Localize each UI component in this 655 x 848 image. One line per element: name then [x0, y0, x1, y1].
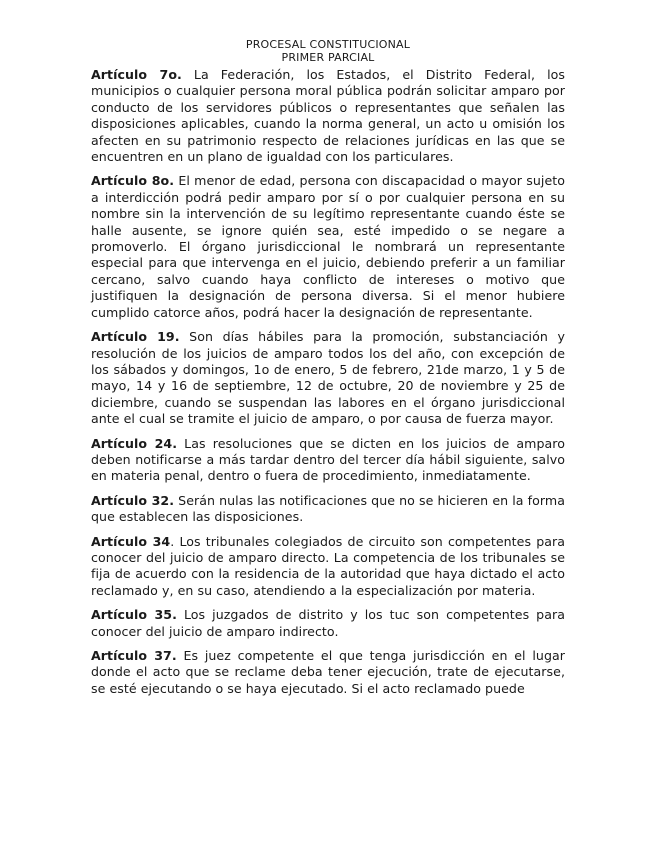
article-label: Artículo 8o.	[91, 173, 175, 189]
article-label: Artículo 35.	[91, 607, 177, 623]
article-8	[91, 173, 565, 321]
header-title: PROCESAL CONSTITUCIONAL	[245, 38, 411, 51]
document-header	[91, 38, 565, 64]
article-text: La Federación, los Estados, el Distrito Federal, los municipios o cualquier persona moral pública podrán solicitar amparo por conducto de los servidores públicos o representantes que señalen las disposiciones aplicables, cuando la norma general, un acto u omisión los afecten en su patrimonio respecto de relaciones jurídicas en las que se encuentren en un plano de igualdad con los particulares.	[91, 67, 565, 165]
article-37	[91, 648, 565, 697]
article-label: Artículo 24.	[91, 435, 178, 451]
article-32	[91, 493, 565, 526]
article-text: . Los tribunales colegiados de circuito son competentes para conocer del juicio de amparo directo. La competencia de los tribunales se fija de acuerdo con la residencia de la autoridad que haya dictado el acto reclamado y, en su caso, atendiendo a la especialización por materia.	[91, 533, 566, 598]
article-text: Son días hábiles para la promoción, substanciación y resolución de los juicios de amparo todos los del año, con excepción de los sábados y domingos, 1o de enero, 5 de febrero, 21de marzo, 1 y 5 de mayo, 14 y 16 de septiembre, 12 de octubre, 20 de noviembre y 25 de diciembre, cuando se suspendan las labores en el órgano jurisdiccional ante el cual se tramite el juicio de amparo, o por causa de fuerza mayor.	[91, 329, 565, 427]
article-label: Artículo 32.	[91, 492, 175, 508]
article-19	[91, 329, 565, 427]
article-label: Artículo 37.	[91, 648, 177, 663]
header-subtitle: PRIMER PARCIAL	[281, 51, 375, 64]
article-text: Los juzgados de distrito y los tuc son competentes para conocer del juicio de amparo indirecto.	[91, 607, 565, 639]
article-34	[91, 534, 565, 600]
article-label: Artículo 34	[91, 533, 171, 549]
article-7	[91, 67, 565, 165]
article-35	[91, 607, 565, 640]
article-text: Serán nulas las notificaciones que no se hicieren en la forma que establecen las disposiciones.	[91, 492, 565, 525]
document-page	[91, 38, 565, 705]
article-24	[91, 436, 565, 485]
article-label: Artículo 19.	[91, 329, 180, 345]
article-text: Es juez competente el que tenga jurisdicción en el lugar donde el acto que se reclame deba tener ejecución, trate de ejecutarse, se esté ejecutando o se haya ejecutado. Si el acto reclamado puede	[91, 648, 565, 696]
article-text: El menor de edad, persona con discapacidad o mayor sujeto a interdicción podrá pedir amparo por sí o por cualquier persona en su nombre sin la intervención de su legítimo representante cuando éste se halle ausente, se ignore quién sea, esté impedido o se negare a promoverlo. El órgano jurisdiccional le nombrará un representante especial para que intervenga en el juicio, debiendo preferir a un familiar cercano, salvo cuando haya conflicto de intereses o motivo que justifiquen la designación de persona diversa. Si el menor hubiere cumplido catorce años, podrá hacer la designación de representante.	[91, 173, 565, 320]
article-text: Las resoluciones que se dicten en los juicios de amparo deben notificarse a más tardar dentro del tercer día hábil siguiente, salvo en materia penal, dentro o fuera de procedimiento, inmediatamente.	[91, 435, 565, 484]
article-label: Artículo 7o.	[91, 67, 182, 82]
